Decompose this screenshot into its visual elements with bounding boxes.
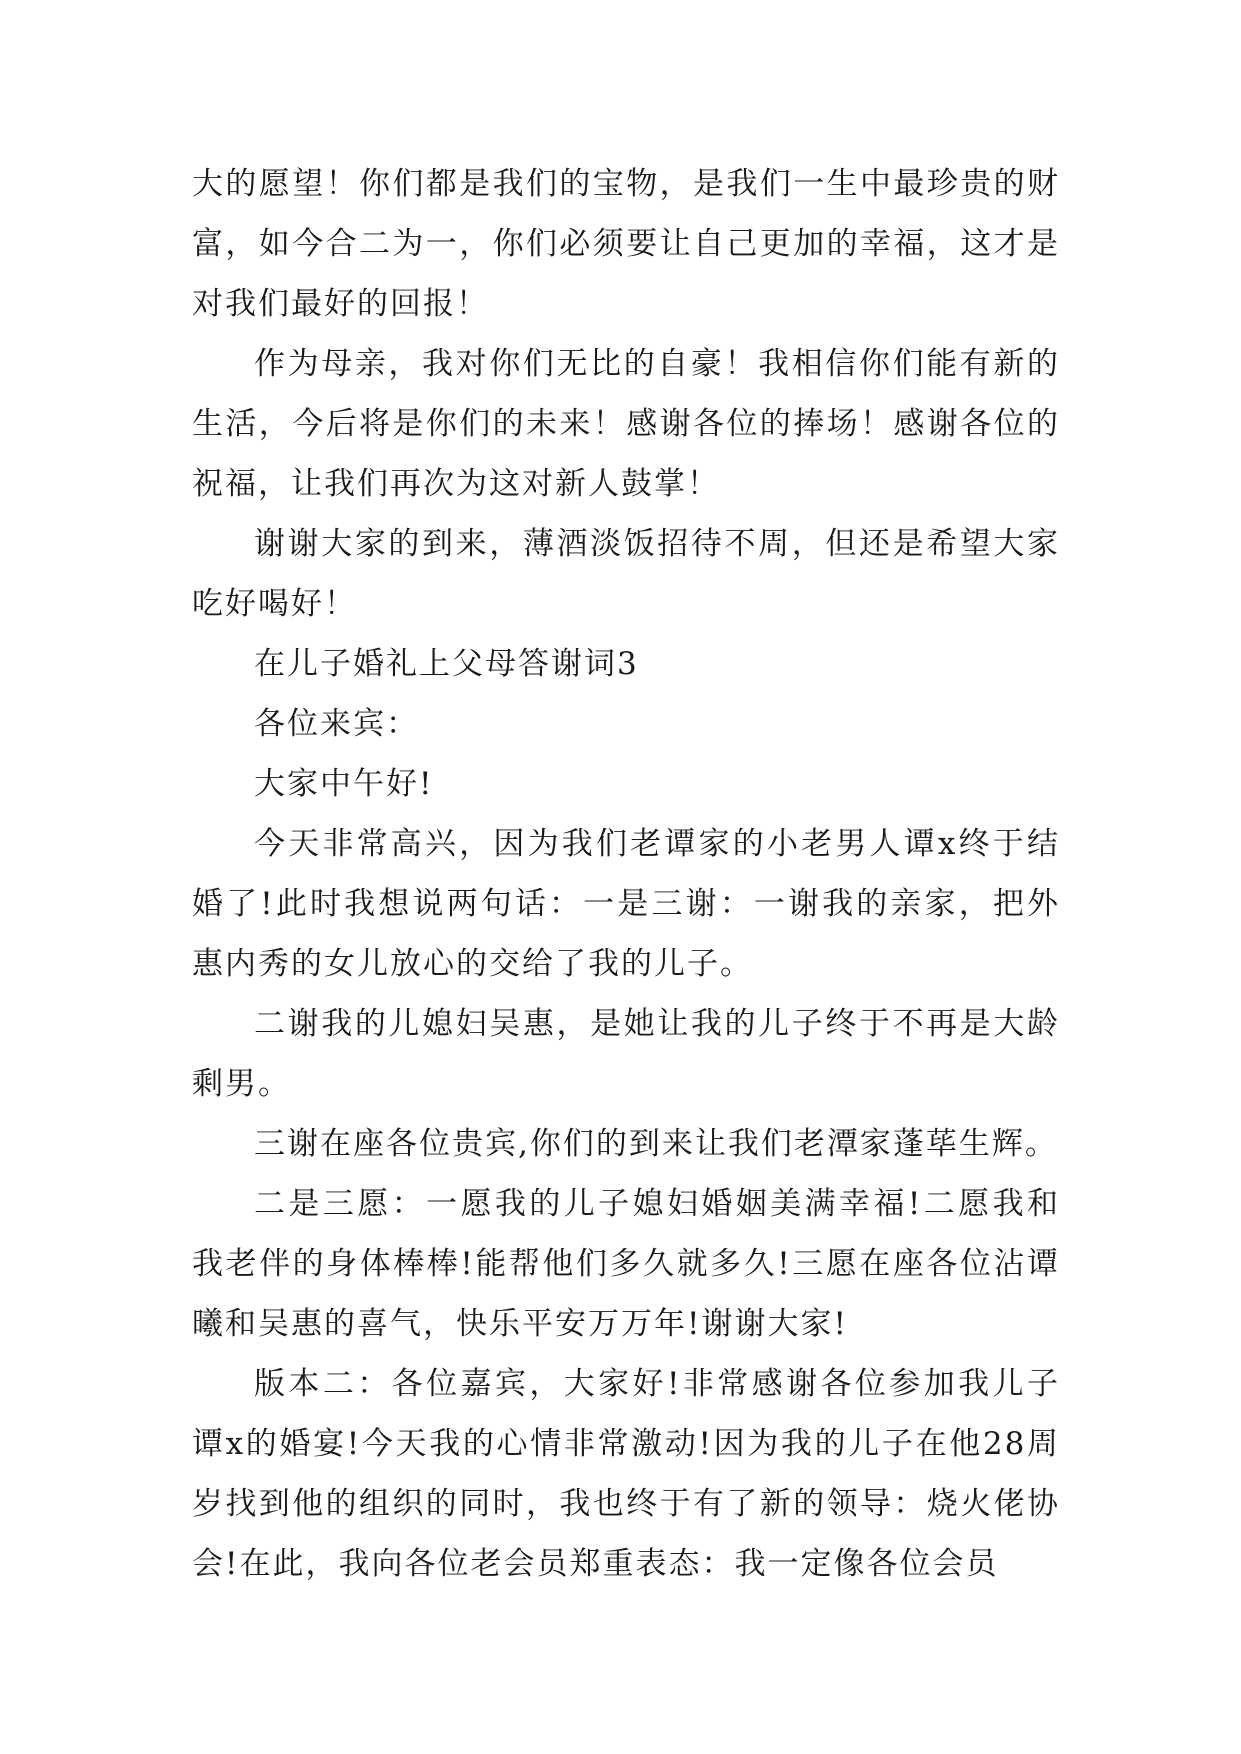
greeting: 大家中午好! xyxy=(254,766,434,802)
paragraph: 版本二：各位嘉宾，大家好!非常感谢各位参加我儿子谭x的婚宴!今天我的心情非常激动!因为我的儿子在他28周岁找到他的组织的同时，我也终于有了新的领导：烧火佬协会!在此，我向各位老会员郑重表态：我一定像各位会员 xyxy=(192,1366,1060,1582)
paragraph: 三谢在座各位贵宾,你们的到来让我们老潭家蓬荜生辉。 xyxy=(254,1126,1058,1162)
paragraph: 二是三愿：一愿我的儿子媳妇婚姻美满幸福!二愿我和我老伴的身体棒棒!能帮他们多久就多久!三愿在座各位沾谭曦和吴惠的喜气，快乐平安万万年!谢谢大家! xyxy=(192,1186,1060,1342)
paragraph: 今天非常高兴，因为我们老谭家的小老男人谭x终于结婚了!此时我想说两句话：一是三谢：一谢我的亲家，把外惠内秀的女儿放心的交给了我的儿子。 xyxy=(192,826,1060,982)
paragraph: 二谢我的儿媳妇吴惠，是她让我的儿子终于不再是大龄剩男。 xyxy=(192,1006,1060,1102)
paragraph: 大的愿望！你们都是我们的宝物，是我们一生中最珍贵的财富，如今合二为一，你们必须要让自己更加的幸福，这才是对我们最好的回报！ xyxy=(192,166,1060,322)
salutation: 各位来宾： xyxy=(254,706,419,742)
paragraph: 谢谢大家的到来，薄酒淡饭招待不周，但还是希望大家吃好喝好！ xyxy=(192,526,1060,622)
document-body xyxy=(192,154,1060,1594)
section-heading: 在儿子婚礼上父母答谢词3 xyxy=(254,646,639,682)
paragraph: 作为母亲，我对你们无比的自豪！我相信你们能有新的生活，今后将是你们的未来！感谢各位的捧场！感谢各位的祝福，让我们再次为这对新人鼓掌！ xyxy=(192,346,1060,502)
